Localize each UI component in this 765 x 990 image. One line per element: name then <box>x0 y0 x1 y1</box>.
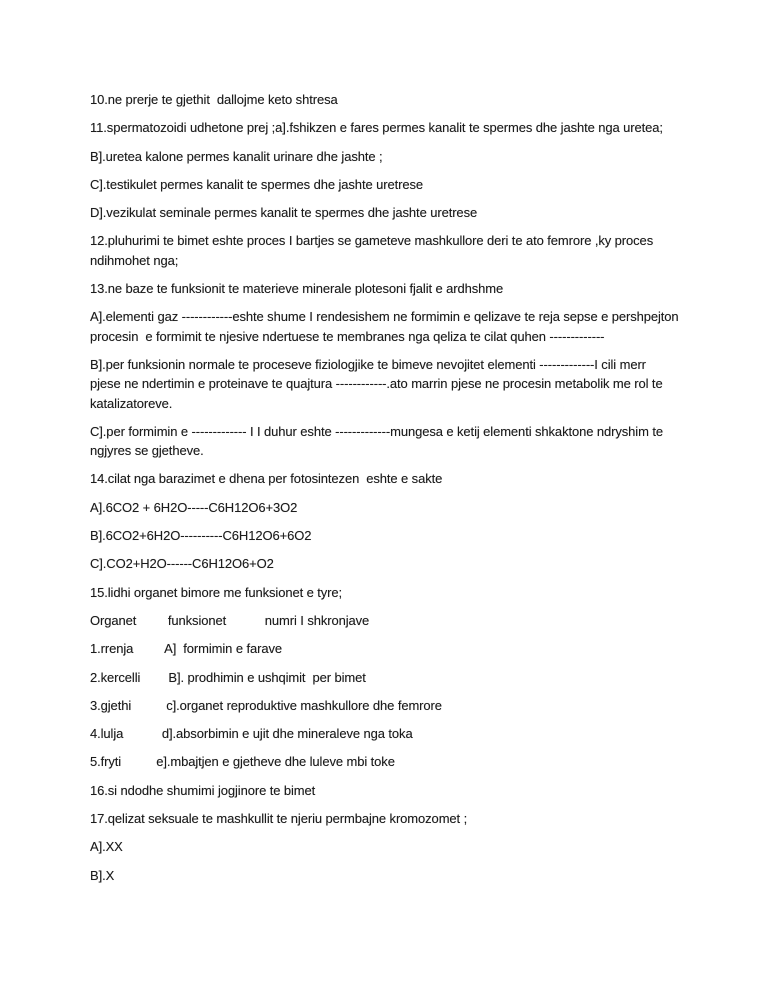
text-line: ngjyres se gjetheve. <box>90 443 204 459</box>
question-15-table-header <box>90 611 715 630</box>
question-15-row-2 <box>90 668 715 687</box>
question-17-option-a <box>90 837 715 856</box>
question-13-option-a <box>90 307 715 346</box>
text-line: 2.kercelli B]. prodhimin e ushqimit per bimet <box>90 669 366 685</box>
text-line: 1.rrenja A] formimin e farave <box>90 641 282 657</box>
question-11-option-b <box>90 147 715 166</box>
question-16 <box>90 781 715 800</box>
text-line: 15.lidhi organet bimore me funksionet e tyre; <box>90 584 343 600</box>
text-line: pjese ne ndertimin e proteinave te quajtura ------------.ato marrin pjese ne procesin metabolik me rol te <box>90 376 663 392</box>
text-line: 10.ne prerje te gjethit dallojme keto shtresa <box>90 92 338 107</box>
text-line: 3.gjethi c].organet reproduktive mashkullore dhe femrore <box>90 697 442 713</box>
question-17-option-b <box>90 866 715 885</box>
text-line: B].uretea kalone permes kanalit urinare dhe jashte ; <box>90 148 383 164</box>
question-15 <box>90 583 715 602</box>
question-15-row-1 <box>90 639 715 658</box>
question-14-option-c <box>90 554 715 573</box>
question-17 <box>90 809 715 828</box>
text-line: C].testikulet permes kanalit te spermes dhe jashte uretrese <box>90 176 423 192</box>
text-line: 12.pluhurimi te bimet eshte proces I bartjes se gameteve mashkullore deri te ato femrore ,ky proces <box>90 233 654 249</box>
text-line: 13.ne baze te funksionit te materieve minerale plotesoni fjalit e ardhshme <box>90 281 504 297</box>
question-10 <box>90 90 715 109</box>
question-14-option-b <box>90 526 715 545</box>
text-line: 14.cilat nga barazimet e dhena per fotosintezen eshte e sakte <box>90 471 443 487</box>
text-line: 5.fryti e].mbajtjen e gjetheve dhe luleve mbi toke <box>90 754 395 770</box>
question-11-option-d <box>90 203 715 222</box>
text-line: ndihmohet nga; <box>90 252 179 268</box>
text-line: procesin e formimit te njesive ndertuese te membranes nga qeliza te cilat quhen ------------- <box>90 328 605 344</box>
question-15-row-3 <box>90 696 715 715</box>
document-page <box>90 90 715 894</box>
text-line: A].6CO2 + 6H2O-----C6H12O6+3O2 <box>90 499 298 515</box>
text-line: 16.si ndodhe shumimi jogjinore te bimet <box>90 782 316 798</box>
text-line: C].CO2+H2O------C6H12O6+O2 <box>90 556 274 572</box>
text-line: D].vezikulat seminale permes kanalit te spermes dhe jashte uretrese <box>90 205 478 221</box>
text-line: A].XX <box>90 839 123 855</box>
text-line: B].6CO2+6H2O----------C6H12O6+6O2 <box>90 528 312 544</box>
question-15-row-5 <box>90 752 715 771</box>
question-11 <box>90 118 715 137</box>
text-line: 11.spermatozoidi udhetone prej ;a].fshikzen e fares permes kanalit te spermes dhe jashte nga uretea; <box>90 120 663 136</box>
question-13-option-c <box>90 422 715 461</box>
text-line: 4.lulja d].absorbimin e ujit dhe mineraleve nga toka <box>90 726 413 742</box>
text-line: B].per funksionin normale te proceseve fiziologjike te bimeve nevojitet elementi -------------I cili merr <box>90 356 646 372</box>
text-line: B].X <box>90 867 115 883</box>
question-13-option-b <box>90 355 715 413</box>
text-line: katalizatoreve. <box>90 395 173 411</box>
question-13 <box>90 279 715 298</box>
question-11-option-c <box>90 175 715 194</box>
question-12 <box>90 231 715 270</box>
text-line: A].elementi gaz ------------eshte shume I rendesishem ne formimin e qelizave te reja sepse e pershpejton <box>90 309 679 325</box>
text-line: Organet funksionet numri I shkronjave <box>90 612 370 628</box>
question-14-option-a <box>90 498 715 517</box>
text-line: 17.qelizat seksuale te mashkullit te njeriu permbajne kromozomet ; <box>90 811 468 827</box>
question-15-row-4 <box>90 724 715 743</box>
question-14 <box>90 469 715 488</box>
text-line: C].per formimin e ------------- I I duhur eshte -------------mungesa e ketij elementi shkaktone ndryshim te <box>90 423 663 439</box>
